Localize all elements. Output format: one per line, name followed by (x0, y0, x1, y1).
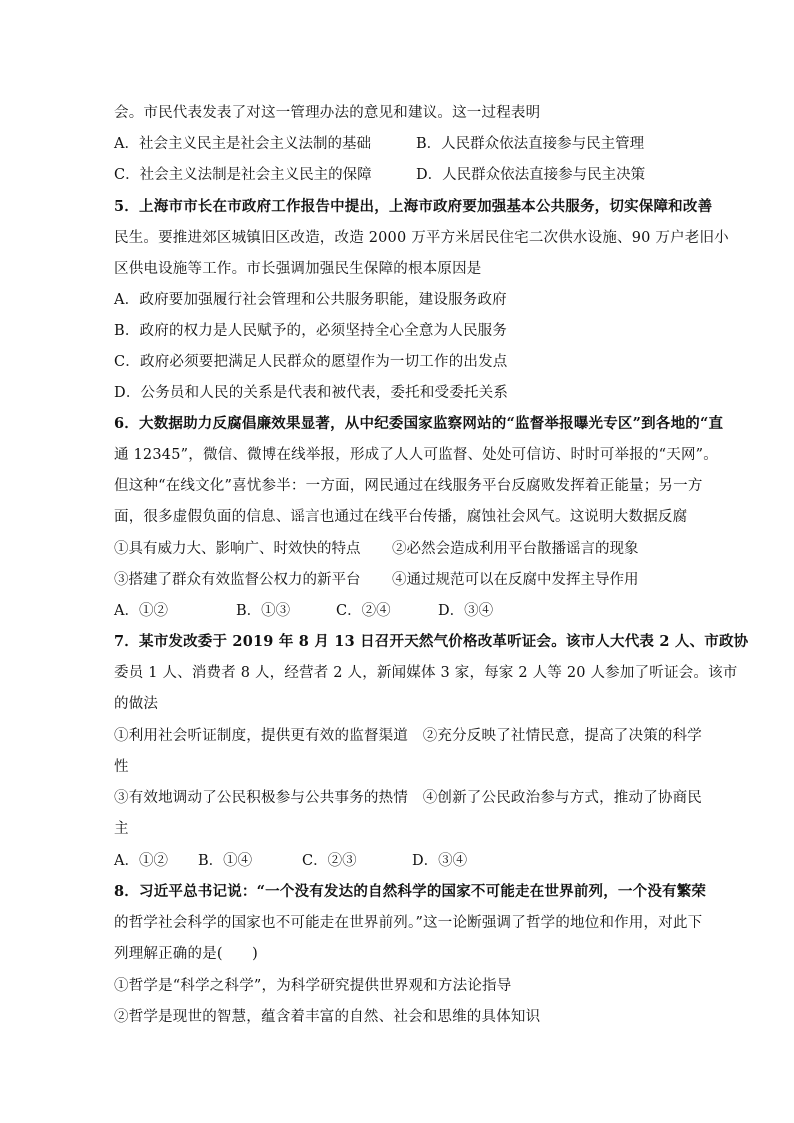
q6-option-c: C．②④ (336, 603, 391, 619)
q4-option-b: B．人民群众依法直接参与民主管理 (416, 136, 645, 152)
q7-item-4-end: 主 (114, 821, 129, 837)
q5-option-a: A．政府要加强履行社会管理和公共服务职能，建设服务政府 (114, 292, 507, 308)
q7-stem-line-1: 7．某市发改委于 2019 年 8 月 13 日召开天然气价格改革听证会。该市人大代表 2 人、市政协 (114, 633, 749, 650)
q7-item-3-4: ③有效地调动了公民积极参与公共事务的热情 ④创新了公民政治参与方式，推动了协商民 (114, 790, 702, 806)
q4-options-row-1 (114, 134, 694, 154)
q8-stem-line-1: 8．习近平总书记说：“一个没有发达的自然科学的国家不可能走在世界前列，一个没有繁荣 (114, 883, 707, 900)
q7-option-b: B．①④ (198, 853, 253, 869)
q8-item-1: ①哲学是“科学之科学”，为科学研究提供世界观和方法论指导 (114, 978, 512, 994)
q6-items-row-1 (114, 539, 694, 559)
q5-option-c: C．政府必须要把满足人民群众的愿望作为一切工作的出发点 (114, 354, 508, 370)
q6-item-3: ③搭建了群众有效监督公权力的新平台 (114, 572, 361, 588)
q6-stem-line-4: 面，很多虚假负面的信息、谣言也通过在线平台传播，腐蚀社会风气。这说明大数据反腐 (114, 509, 688, 525)
q6-option-a: A．①② (114, 603, 168, 619)
q5-option-b: B．政府的权力是人民赋予的，必须坚持全心全意为人民服务 (114, 323, 508, 339)
q7-option-a: A．①② (114, 853, 168, 869)
q4-option-a: A．社会主义民主是社会主义法制的基础 (114, 136, 371, 152)
q6-item-1: ①具有威力大、影响广、时效快的特点 (114, 541, 361, 557)
q8-stem-line-2: 的哲学社会科学的国家也不可能走在世界前列。”这一论断强调了哲学的地位和作用，对此下 (114, 915, 703, 931)
q8-stem-line-3: 列理解正确的是( ) (114, 946, 259, 962)
q4-option-d: D．人民群众依法直接参与民主决策 (416, 167, 646, 183)
q7-option-c: C．②③ (302, 853, 357, 869)
q7-stem-line-2: 委员 1 人、消费者 8 人，经营者 2 人，新闻媒体 3 家，每家 2 人等 20 人参加了听证会。该市 (114, 665, 738, 681)
q6-item-4: ④通过规范可以在反腐中发挥主导作用 (392, 572, 639, 588)
q4-option-c: C．社会主义法制是社会主义民主的保障 (114, 167, 372, 183)
q7-option-d: D．③④ (412, 853, 468, 869)
q6-item-2: ②必然会造成利用平台散播谣言的现象 (392, 541, 639, 557)
q7-options-row (114, 851, 694, 871)
q7-item-1-2: ①利用社会听证制度，提供更有效的监督渠道 ②充分反映了社情民意，提高了决策的科学 (114, 728, 702, 744)
q8-item-2: ②哲学是现世的智慧，蕴含着丰富的自然、社会和思维的具体知识 (114, 1009, 541, 1025)
q6-stem-line-2: 通 12345”，微信、微博在线举报，形成了人人可监督、处处可信访、时时可举报的“天网”。 (114, 447, 718, 463)
q7-item-2-end: 性 (114, 759, 129, 775)
q5-stem-line-1: 5．上海市市长在市政府工作报告中提出，上海市政府要加强基本公共服务，切实保障和改善 (114, 198, 713, 215)
q7-stem-line-3: 的做法 (114, 696, 159, 712)
q6-option-b: B．①③ (236, 603, 291, 619)
q5-stem-line-3: 区供电设施等工作。市长强调加强民生保障的根本原因是 (114, 261, 482, 277)
q4-options-row-2 (114, 165, 694, 185)
q5-stem-line-2: 民生。要推进郊区城镇旧区改造，改造 2000 万平方米居民住宅二次供水设施、90 万户老旧小 (114, 230, 729, 246)
q5-option-d: D．公务员和人民的关系是代表和被代表，委托和受委托关系 (114, 385, 509, 401)
q4-stem-end: 会。市民代表发表了对这一管理办法的意见和建议。这一过程表明 (114, 105, 541, 121)
q6-option-d: D．③④ (438, 603, 494, 619)
q6-stem-line-1: 6．大数据助力反腐倡廉效果显著，从中纪委国家监察网站的“监督举报曝光专区”到各地的“直 (114, 415, 724, 432)
q6-options-row (114, 601, 694, 621)
q6-items-row-2 (114, 570, 694, 590)
q6-stem-line-3: 但这种“在线文化”喜忧参半：一方面，网民通过在线服务平台反腐败发挥着正能量；另一方 (114, 478, 703, 494)
